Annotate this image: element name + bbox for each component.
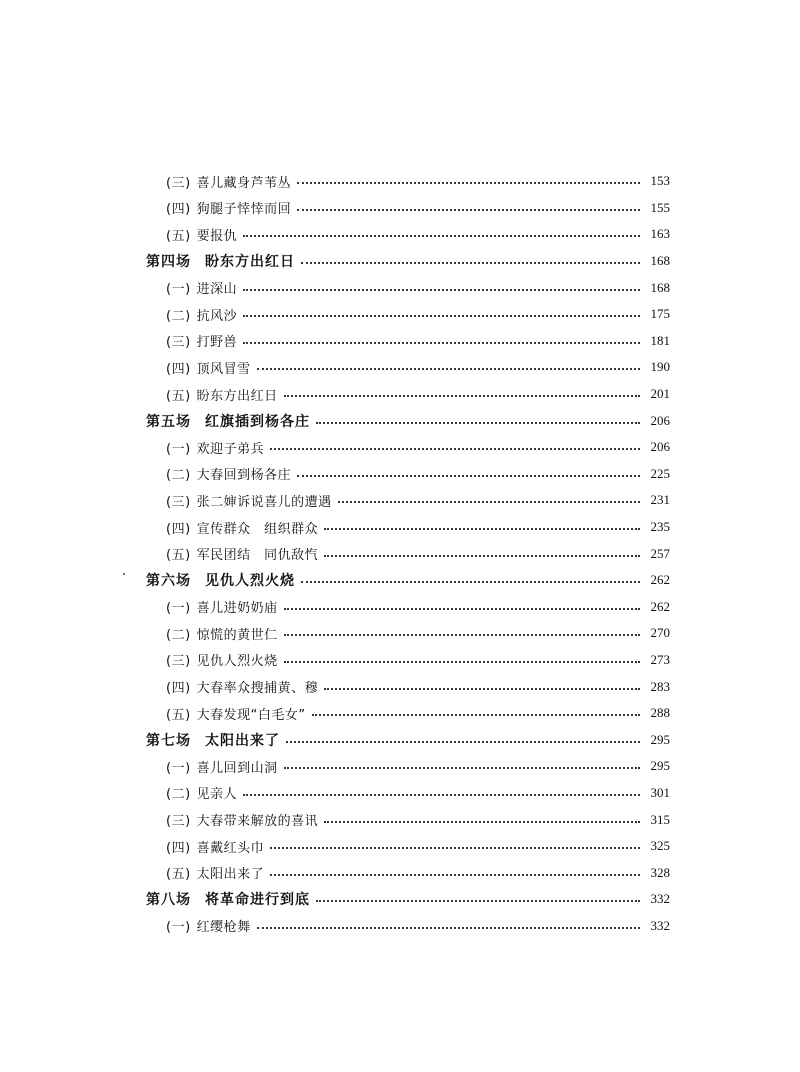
dot-leader xyxy=(312,714,640,716)
entry-number: (五) xyxy=(166,867,191,883)
scan-speck xyxy=(123,573,125,575)
page-number: 190 xyxy=(650,359,670,375)
entry-text xyxy=(166,491,332,510)
entry-title: 大春发现“白毛女” xyxy=(196,707,306,723)
dot-leader xyxy=(243,235,640,237)
dot-leader xyxy=(257,927,640,929)
toc-entry-section[interactable] xyxy=(166,753,670,780)
scene-title: 盼东方出红日 xyxy=(205,254,295,271)
scene-title: 红旗插到杨各庄 xyxy=(205,413,310,430)
toc-entry-scene[interactable] xyxy=(146,407,670,434)
toc-entry-section[interactable] xyxy=(166,487,670,514)
dot-leader xyxy=(284,395,640,397)
page-number: 231 xyxy=(650,492,670,508)
page-number: 295 xyxy=(650,731,670,747)
entry-text xyxy=(146,251,295,271)
entry-text xyxy=(166,810,318,829)
entry-title: 军民团结 同仇敌忾 xyxy=(196,548,319,564)
entry-title: 喜儿进奶奶庙 xyxy=(196,601,278,617)
entry-text xyxy=(166,650,278,669)
dot-leader xyxy=(243,794,640,796)
scene-number: 第六场 xyxy=(146,573,191,590)
page-number: 257 xyxy=(650,545,670,561)
entry-title: 顶风冒雪 xyxy=(196,361,251,377)
entry-title: 红缨枪舞 xyxy=(196,920,251,936)
toc-entry-section[interactable] xyxy=(166,434,670,461)
toc-entry-section[interactable] xyxy=(166,540,670,567)
dot-leader xyxy=(270,874,640,876)
entry-title: 欢迎子弟兵 xyxy=(196,441,265,457)
toc-entry-section[interactable] xyxy=(166,221,670,248)
dot-leader xyxy=(243,342,640,344)
dot-leader xyxy=(284,661,640,663)
page-number: 181 xyxy=(650,332,670,348)
page-number: 206 xyxy=(650,412,670,428)
entry-title: 张二婶诉说喜儿的遭遇 xyxy=(196,494,332,510)
entry-number: (二) xyxy=(166,627,191,643)
scene-number: 第八场 xyxy=(146,892,191,909)
toc-entry-scene[interactable] xyxy=(146,248,670,275)
entry-text xyxy=(166,278,237,297)
page-number: 288 xyxy=(650,705,670,721)
page-number: 270 xyxy=(650,625,670,641)
page-number: 328 xyxy=(650,864,670,880)
entry-number: (一) xyxy=(166,920,191,936)
toc-entry-section[interactable] xyxy=(166,461,670,488)
entry-title: 进深山 xyxy=(196,282,238,298)
entry-text xyxy=(166,597,278,616)
entry-text xyxy=(146,730,280,750)
entry-text xyxy=(166,172,291,191)
dot-leader xyxy=(270,847,640,849)
dot-leader xyxy=(301,581,640,583)
scene-number: 第四场 xyxy=(146,254,191,271)
toc-entry-scene[interactable] xyxy=(146,886,670,913)
entry-text xyxy=(166,677,318,696)
toc-entry-section[interactable] xyxy=(166,195,670,222)
dot-leader xyxy=(270,448,640,450)
entry-text xyxy=(166,916,251,935)
entry-text xyxy=(166,438,264,457)
dot-leader xyxy=(297,182,640,184)
toc-entry-section[interactable] xyxy=(166,673,670,700)
scene-title: 见仇人烈火烧 xyxy=(205,573,295,590)
entry-title: 狗腿子悻悻而回 xyxy=(196,202,292,218)
page-number: 315 xyxy=(650,811,670,827)
toc-entry-section[interactable] xyxy=(166,913,670,940)
dot-leader xyxy=(284,608,640,610)
dot-leader xyxy=(257,368,640,370)
entry-number: (三) xyxy=(166,175,191,191)
entry-number: (三) xyxy=(166,654,191,670)
entry-text xyxy=(166,331,237,350)
page-number: 283 xyxy=(650,678,670,694)
page-number: 168 xyxy=(650,253,670,269)
entry-number: (五) xyxy=(166,388,191,404)
entry-text xyxy=(146,411,310,431)
dot-leader xyxy=(286,741,640,743)
page-number: 153 xyxy=(650,173,670,189)
entry-number: (五) xyxy=(166,707,191,723)
entry-number: (三) xyxy=(166,814,191,830)
entry-number: (一) xyxy=(166,282,191,298)
entry-number: (四) xyxy=(166,681,191,697)
entry-text xyxy=(166,518,318,537)
dot-leader xyxy=(243,315,640,317)
page-number: 235 xyxy=(650,519,670,535)
page-number: 332 xyxy=(650,917,670,933)
entry-title: 要报仇 xyxy=(196,228,238,244)
entry-number: (四) xyxy=(166,521,191,537)
toc-entry-section[interactable] xyxy=(166,620,670,647)
toc-entry-section[interactable] xyxy=(166,301,670,328)
scene-title: 太阳出来了 xyxy=(205,732,280,749)
page-number: 168 xyxy=(650,279,670,295)
dot-leader xyxy=(301,262,640,264)
page-number: 225 xyxy=(650,465,670,481)
entry-text xyxy=(166,198,291,217)
entry-title: 太阳出来了 xyxy=(196,867,265,883)
toc-entry-scene[interactable] xyxy=(146,567,670,594)
entry-number: (一) xyxy=(166,760,191,776)
entry-number: (四) xyxy=(166,361,191,377)
dot-leader xyxy=(324,821,640,823)
table-of-contents xyxy=(0,168,800,939)
scene-number: 第七场 xyxy=(146,732,191,749)
dot-leader xyxy=(243,289,640,291)
entry-text xyxy=(166,704,306,723)
dot-leader xyxy=(324,555,640,557)
entry-title: 抗风沙 xyxy=(196,308,238,324)
entry-text xyxy=(166,624,278,643)
entry-title: 见亲人 xyxy=(196,787,238,803)
dot-leader xyxy=(284,634,640,636)
toc-entry-section[interactable] xyxy=(166,700,670,727)
toc-entry-section[interactable] xyxy=(166,168,670,195)
entry-number: (二) xyxy=(166,787,191,803)
dot-leader xyxy=(324,528,640,530)
entry-title: 大春回到杨各庄 xyxy=(196,468,292,484)
toc-entry-section[interactable] xyxy=(166,328,670,355)
entry-text xyxy=(146,889,310,909)
dot-leader xyxy=(284,767,640,769)
entry-text xyxy=(166,783,237,802)
entry-text xyxy=(166,863,264,882)
entry-number: (三) xyxy=(166,494,191,510)
entry-number: (四) xyxy=(166,840,191,856)
dot-leader xyxy=(338,501,640,503)
dot-leader xyxy=(316,900,640,902)
page-number: 201 xyxy=(650,386,670,402)
entry-title: 喜戴红头巾 xyxy=(196,840,265,856)
entry-number: (五) xyxy=(166,548,191,564)
page-number: 175 xyxy=(650,306,670,322)
entry-number: (一) xyxy=(166,441,191,457)
page-number: 325 xyxy=(650,838,670,854)
entry-title: 打野兽 xyxy=(196,335,238,351)
entry-title: 惊慌的黄世仁 xyxy=(196,627,278,643)
dot-leader xyxy=(324,688,640,690)
dot-leader xyxy=(297,209,640,211)
entry-text xyxy=(146,570,295,590)
entry-text xyxy=(166,544,318,563)
toc-entry-section[interactable] xyxy=(166,381,670,408)
toc-entry-section[interactable] xyxy=(166,780,670,807)
scene-title: 将革命进行到底 xyxy=(205,892,310,909)
entry-number: (二) xyxy=(166,468,191,484)
entry-text xyxy=(166,385,278,404)
page-number: 332 xyxy=(650,891,670,907)
dot-leader xyxy=(297,475,640,477)
toc-entry-section[interactable] xyxy=(166,514,670,541)
entry-number: (三) xyxy=(166,335,191,351)
entry-text xyxy=(166,837,264,856)
entry-title: 大春率众搜捕黄、穆 xyxy=(196,681,319,697)
toc-entry-section[interactable] xyxy=(166,594,670,621)
entry-number: (一) xyxy=(166,601,191,617)
entry-title: 见仇人烈火烧 xyxy=(196,654,278,670)
entry-title: 大春带来解放的喜讯 xyxy=(196,814,319,830)
entry-title: 宣传群众 组织群众 xyxy=(196,521,319,537)
dot-leader xyxy=(316,422,640,424)
page-number: 206 xyxy=(650,439,670,455)
page-number: 295 xyxy=(650,758,670,774)
entry-number: (二) xyxy=(166,308,191,324)
page-number: 262 xyxy=(650,572,670,588)
toc-entry-section[interactable] xyxy=(166,354,670,381)
toc-entry-section[interactable] xyxy=(166,806,670,833)
entry-title: 喜儿藏身芦苇丛 xyxy=(196,175,292,191)
page-number: 273 xyxy=(650,651,670,667)
toc-entry-section[interactable] xyxy=(166,274,670,301)
toc-entry-section[interactable] xyxy=(166,859,670,886)
entry-title: 喜儿回到山洞 xyxy=(196,760,278,776)
entry-title: 盼东方出红日 xyxy=(196,388,278,404)
toc-entry-section[interactable] xyxy=(166,833,670,860)
entry-number: (五) xyxy=(166,228,191,244)
page-number: 163 xyxy=(650,226,670,242)
page-number: 262 xyxy=(650,598,670,614)
entry-text xyxy=(166,358,251,377)
entry-number: (四) xyxy=(166,202,191,218)
entry-text xyxy=(166,225,237,244)
page-number: 301 xyxy=(650,784,670,800)
entry-text xyxy=(166,757,278,776)
toc-entry-scene[interactable] xyxy=(146,726,670,753)
page-number: 155 xyxy=(650,199,670,215)
toc-entry-section[interactable] xyxy=(166,647,670,674)
entry-text xyxy=(166,464,291,483)
scene-number: 第五场 xyxy=(146,413,191,430)
entry-text xyxy=(166,305,237,324)
